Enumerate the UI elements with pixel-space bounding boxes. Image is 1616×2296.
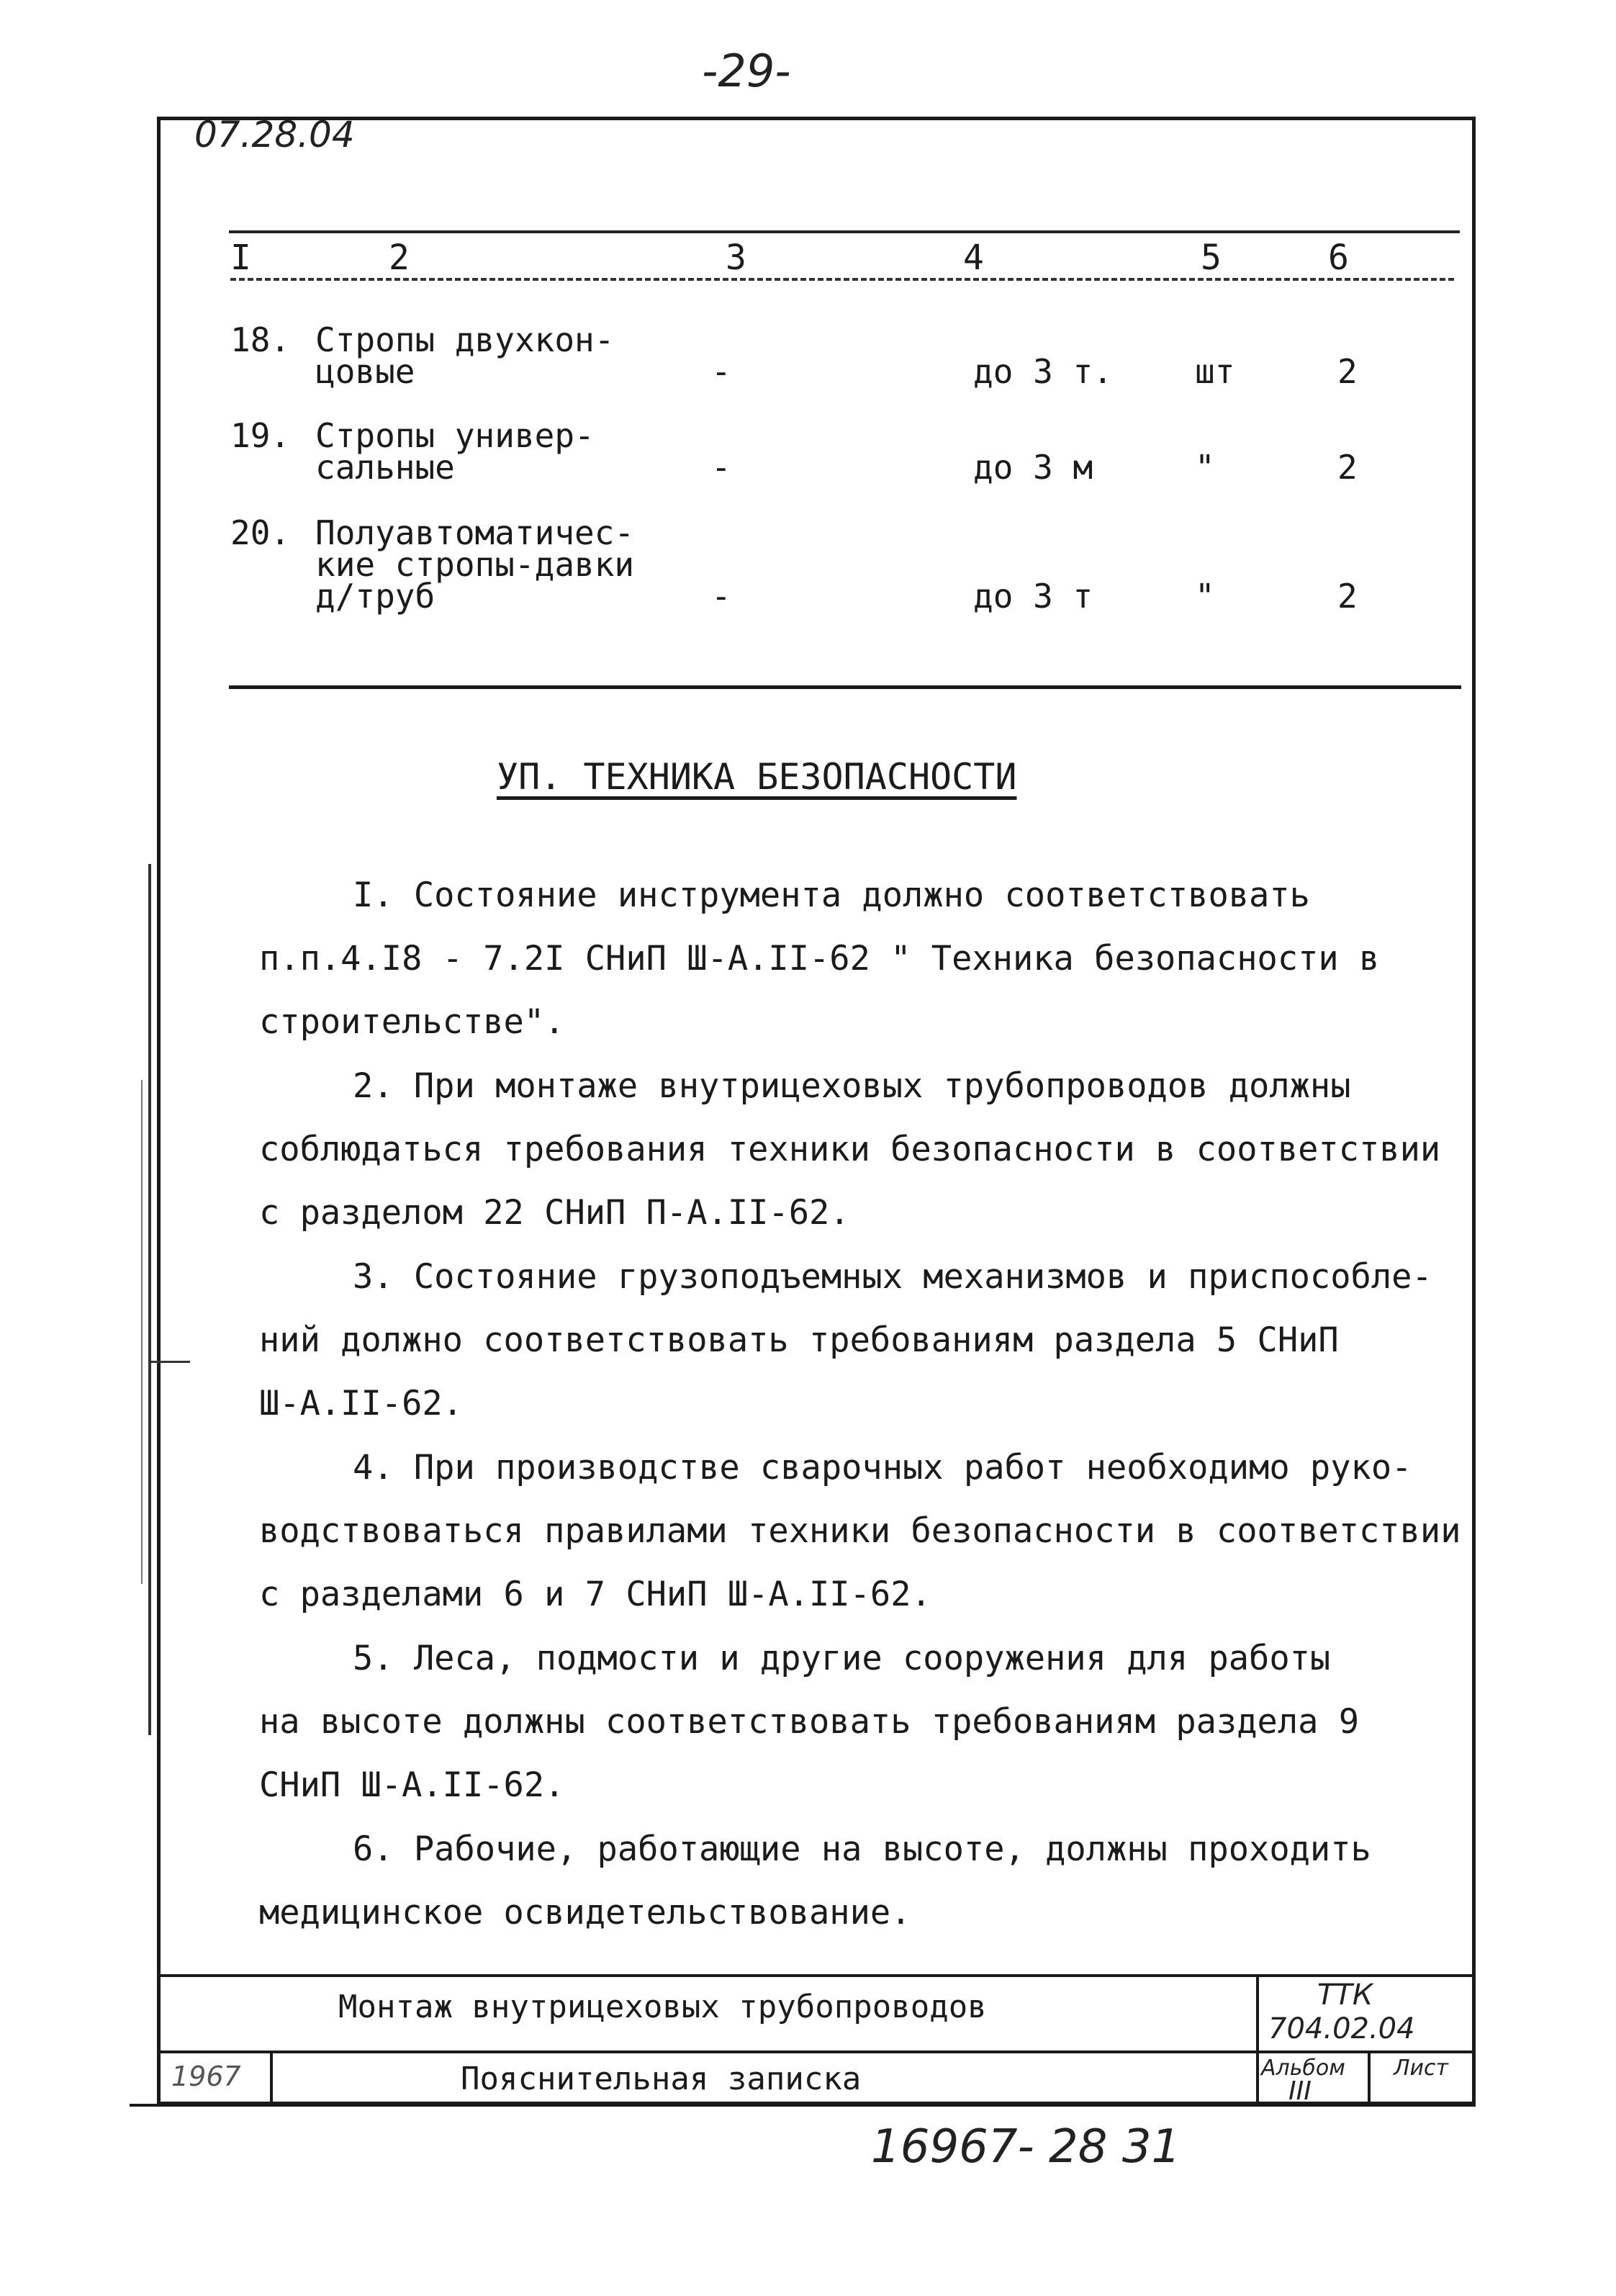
title-block-divider (1368, 2050, 1371, 2104)
column-number-4: 4 (963, 238, 984, 278)
paragraph-line: медицинское освидетельствование. (259, 1893, 911, 1932)
column-number-6: 6 (1328, 238, 1349, 278)
row-name-line: цовые (315, 352, 415, 391)
paragraph-line: Ш-А.II-62. (259, 1384, 463, 1423)
title-block-work-name: Монтаж внутрицеховых трубопроводов (338, 1989, 987, 2025)
row-name-line: Стропы двухкон- (315, 320, 615, 359)
row-col6: 2 (1337, 352, 1358, 391)
paragraph-line: 2. При монтаже внутрицеховых трубопроводов должны (353, 1066, 1351, 1106)
paragraph-line: водствоваться правилами техники безопасности в соответствии (259, 1511, 1461, 1551)
paragraph-line: I. Состояние инструмента должно соответствовать (353, 875, 1310, 915)
title-block-year: 1967 (171, 2061, 241, 2092)
document-code: 07.28.04 (194, 114, 355, 156)
row-col4: до 3 т (973, 577, 1093, 616)
row-name-line: Полуавтоматичес- (315, 513, 635, 552)
paragraph-line: п.п.4.I8 - 7.2I СНиП Ш-А.II-62 " Техника безопасности в (259, 939, 1380, 978)
margin-stamp-line (148, 864, 151, 1735)
row-name-line: кие стропы-давки (315, 545, 635, 584)
title-block-code: 704.02.04 (1268, 2012, 1415, 2045)
paragraph-line: с разделом 22 СНиП П-А.II-62. (259, 1193, 850, 1233)
column-number-1: I (230, 238, 251, 278)
title-block-divider (270, 2050, 273, 2104)
row-col6: 2 (1337, 577, 1358, 616)
table-top-rule (229, 230, 1460, 233)
title-block-ttk-label: ТТК (1317, 1978, 1373, 2012)
paragraph-4 (259, 1436, 1461, 1626)
row-number: 19. (230, 416, 291, 455)
paragraph-line: с разделами 6 и 7 СНиП Ш-А.II-62. (259, 1575, 931, 1614)
row-col5: " (1195, 448, 1215, 487)
paragraph-5 (259, 1627, 1454, 1817)
row-col5: " (1195, 577, 1215, 616)
row-name-line: д/труб (315, 577, 435, 616)
row-col3: - (711, 352, 731, 391)
paragraph-line: 5. Леса, подмости и другие сооружения для работы (353, 1639, 1331, 1678)
title-block-album: III (1288, 2076, 1312, 2106)
paragraph-line: 3. Состояние грузоподъемных механизмов и приспособле- (353, 1257, 1432, 1297)
row-number: 18. (230, 320, 291, 359)
column-number-3: 3 (726, 238, 746, 278)
paragraph-line: 6. Рабочие, работающие на высоте, должны проходить (353, 1829, 1371, 1869)
column-number-2: 2 (389, 238, 410, 278)
table-header-dashed-line (230, 278, 1454, 281)
row-col3: - (711, 448, 731, 487)
paragraph-1 (259, 864, 1454, 1054)
paragraph-line: 4. При производстве сварочных работ необходимо руко- (353, 1448, 1412, 1487)
paragraph-3 (259, 1246, 1454, 1436)
paragraph-line: ний должно соответствовать требованиям раздела 5 СНиП (259, 1320, 1339, 1360)
margin-stamp-tick (148, 1361, 190, 1363)
row-number: 20. (230, 513, 291, 552)
title-block-divider (1256, 1974, 1259, 2104)
row-col4: до 3 т. (973, 352, 1113, 391)
margin-stamp-line (141, 1080, 143, 1584)
row-col4: до 3 м (973, 448, 1093, 487)
paragraph-line: СНиП Ш-А.II-62. (259, 1765, 565, 1805)
row-name-line: сальные (315, 448, 455, 487)
title-block-bottom-rule (130, 2104, 1476, 2107)
page-number: -29- (702, 45, 791, 97)
row-name-line: Стропы универ- (315, 416, 595, 455)
title-block-document-type: Пояснительная записка (461, 2061, 862, 2097)
section-title: УП. ТЕХНИКА БЕЗОПАСНОСТИ (497, 756, 1017, 798)
inventory-number: 16967- 28 31 (871, 2120, 1181, 2174)
row-col6: 2 (1337, 448, 1358, 487)
title-block-middle-rule (157, 2050, 1476, 2053)
paragraph-line: на высоте должны соответствовать требованиям раздела 9 (259, 1702, 1360, 1742)
row-col3: - (711, 577, 731, 616)
title-block-sheet-label: Лист (1394, 2056, 1449, 2081)
paragraph-2 (259, 1055, 1454, 1245)
row-col5: шт (1195, 352, 1235, 391)
paragraph-line: соблюдаться требования техники безопасности в соответствии (259, 1130, 1441, 1169)
title-block-top-rule (157, 1974, 1476, 1977)
paragraph-6 (259, 1818, 1454, 1945)
title-block-album-label: Альбом (1261, 2056, 1345, 2081)
paragraph-line: строительстве". (259, 1002, 565, 1042)
table-bottom-rule (229, 685, 1461, 689)
column-number-5: 5 (1201, 238, 1222, 278)
